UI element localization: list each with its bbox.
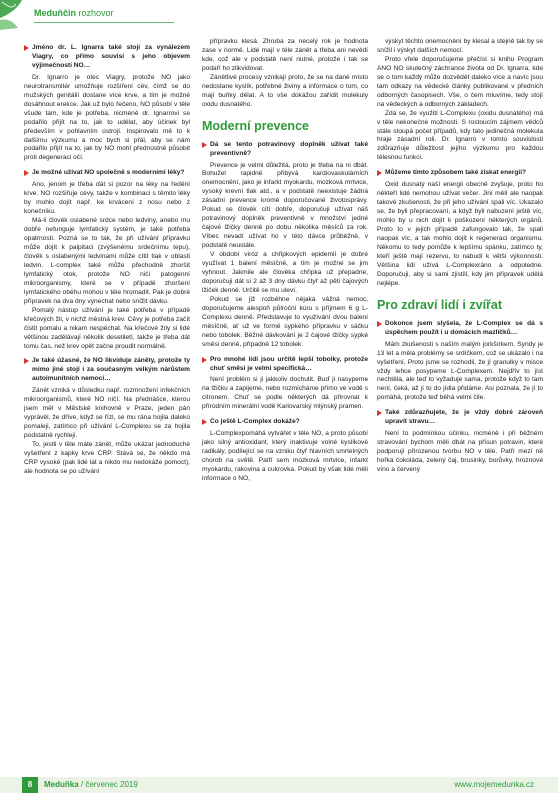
- paragraph: To, jestli v těle máte zánět, může ukázat jednoduché vyšetření z kapky krve CRP. Stává se, že někdo má CRP vysoké (pak lidé lat a nikdo mu nedokáže pomoct), ale hodnota se po užívání: [24, 441, 190, 475]
- paragraph: Oxid dusnatý naší energii obecně zvyšuje, proto ho někteří lidé nemohou užívat večer. Jiní mělí ale naopak takové zkušenosti, že při jeho užívání spali víc. Ukazalo se, že byli přepracovaní, a když byli nabuzení ještě víc, mohlo by u nich dojít k poškození některých orgánů. Proto to v jejich případě zafungovalo tak, že spali naopak víc, a tak mohlo dojít k regeneraci organismu. Někomu to tedy pomůže k lepšímu spánku, zatímco ty, kteří ještě mají rezervu, to nabudí k větší výkonnosti. Většina lidí užívá L-Complexráno a odpoledne. Doporučuji, aby si sami zjistili, kdy jim přípravek udělá nejlépe.: [377, 181, 543, 287]
- arrow-icon: [24, 170, 29, 176]
- section-title-rest: rozhovor: [78, 8, 114, 18]
- paragraph: Ano, jenom je třeba dát si pozor na léky na ředění krve. NO rozšiřuje cévy, takže v kombinaci s těmito léky by mohlo dojít např. ke krvácení z nosu nebo z konečníku.: [24, 181, 190, 216]
- question-text: Je také úžasné, že NO likviduje záněty, protože ty mimo jiné stojí i za současným velkým nárůstem autoimunitních nemocí…: [32, 357, 190, 383]
- footer-brand: [44, 780, 138, 789]
- article-column-1: [24, 38, 190, 766]
- question-heading: [24, 44, 190, 71]
- leaf-decoration-icon: [0, 0, 32, 30]
- paragraph: Prevence je velmi důležitá, proto je třeba na ni dbát. Bohužel rapidně přibývá kardiovaskulárních onemocnění, jako je infarkt myokardu, mozková mrtvice, vysoký krevní tlak atd., a v podstatě neexistuje žádná zásadní prevence kromě doporučované životosprávy. Pokud se člověk cítí dobře, doporučuji užívat náš potravinový doplněk preventivně v množství jedné čajové lžičky denně po dobu několika měsíců za rok. Víbec nevadí užívat ho v této dávce průběžně, v podstatě neustále.: [202, 161, 368, 250]
- page-number: 8: [22, 777, 38, 793]
- question-text: Také zdůrazňujete, že je vždy dobré zároveň upravit stravu…: [385, 409, 543, 426]
- paragraph: Proto vřele doporučujeme přečíst si knihu Program ANO NO skutečný záchrance života od Dr. Ignarra, kde se o tom každý může dozvědět daleko více a navíc jsou tam odkazy na vědecké články publikované v předních odborných časopisech. Vše, o čem mluvíme, tedy stojí na vědeckých a odborných základech.: [377, 55, 543, 108]
- arrow-icon: [202, 357, 207, 363]
- subheading: Pro zdraví lidí i zvířat: [377, 297, 503, 312]
- question-text: Dokonce jsem slyšela, že L-Complex se dá s úspěchem použít i u domácích mazlíčků…: [385, 319, 543, 336]
- paragraph: Není problém si ji jakkoliv dochutit. Buď ji nasypeme na lžičku a zapijeme, nebo rozmícháme přímo ve vodě s citronem. Chuť se podle některých dá přirovnat k přírodním minerální vodě Karlovarský mlýnský pramen.: [202, 376, 368, 411]
- paragraph: výskyt těchto onemocnění by klesal a stejně tak by se snížil i výskyt dalších nemocí.: [377, 38, 543, 54]
- arrow-icon: [24, 45, 29, 51]
- question-text: Dá se tento potravinový doplněk užívat také preventivně?: [210, 140, 368, 157]
- question-heading: [202, 356, 368, 374]
- question-heading: [377, 320, 543, 338]
- paragraph: Zánět vzniká v důsledku např. rozmnožení infekčních mikroorganismů, které NO ničí. Na přednášce, kterou jsem měl v Městské knihovně v Praze, jeden pán vyprávěl, že dříve, když se řízl, se mu rána hojila daleko pomaleji, zatímco při užívání L-Complexu se za hojila podstatně rychleji.: [24, 387, 190, 440]
- page-header: [0, 0, 558, 30]
- section-title-bold: Meduňčin: [34, 8, 76, 18]
- issue-date: / červenec 2019: [78, 780, 138, 789]
- paragraph: Pokud se již rozběhne nějaká vážná nemoc, doporučujeme alespoň půlroční kúru s příjmem 6 g L-Complexu denně. Představuje to využívání dvou balení měsíčně, ať už ve formě sypkého přípravku v sáčku nebo tobolek. Běžné dávkování je 2 čajové lžičky sypké směsi denně, případně 12 tobolek.: [202, 295, 368, 348]
- article-column-3: [377, 38, 543, 766]
- paragraph: Dr. Ignarro je otec Viagry, protože NO jako neurotransmitér umožňuje rozšíření cév, čímž se do mužských genitálií dostane více krve, a tím je možné dosáhnout erekce. Jak už bylo řečeno, NO působí v těle všude tam, kde je potřeba, nicméně dr. Ignarrovi se podařilo přijít na to, jak to udělat, aby účinek byl především v pohlavním ústrojí. Inspirovalo mě to k dalšímu výzkumu a moc bych si přál, aby se nám podařilo přijít na to, jak by NO mohl přednostně působit proti degeneraci očí.: [24, 73, 190, 162]
- paragraph: Pomalý nástup užívání je také potřeba v případě křečových žil, v nichž městná krev. Cévy je potřeba začít čistit pomalu a nikam nespěchat. Na křečové žíly si lidé většinou zadělávají několik desetiletí, takže je třeba dát tomu čas, než krev opět začne proudit normálně.: [24, 306, 190, 350]
- paragraph: L-Complexpomáhá vytvářet v těle NO, a proto působí jako silný antioxidant, který inaktivuje volné kyslíkové radikály, podílející se na vzniku čtyř hlavních smrtelných chorob na světě. Patří sem mozková mrtvice, infarkt myokardu, rakovina a cukrovka. Pokud by však lidé měli informace o NO,: [202, 430, 368, 482]
- section-title: [34, 8, 114, 18]
- question-heading: [202, 418, 368, 427]
- question-text: Jméno dr. L. Ignarra také stojí za vynálezem Viagry, co přímo souvisí s jeho objevem výjimečnosti NO…: [32, 44, 190, 69]
- arrow-icon: [377, 170, 382, 176]
- question-text: Je možné užívat NO společně s moderními léky?: [32, 169, 185, 177]
- article-column-2: [202, 38, 368, 766]
- header-divider: [34, 22, 174, 23]
- brand-name: Meduňka: [44, 780, 79, 789]
- paragraph: přípravku klesá. Zhruba za necelý rok je hodnota zase v normě. Lidé mají v těle zánět a třeba ani nevědí kde, což ale v podstatě není nutné, protože i tak se podaří ho zlikvidovat.: [202, 38, 368, 72]
- question-heading: [24, 357, 190, 384]
- paragraph: Mám zkušenosti s naším malým jorkšírkem. Syndy je 13 let a měla problémy se srdíčkem, což se ukázalo i na vyšetření. Proto jsme se rozhodli, že jí granulky v misce vždy lehce posypeme L-Complexem. Nejdřív to jíst nechtěla, ale teď to vyžaduje sama, protože když to tam není, čeká, až jí to do jídla přidáme. Asi poznala, že jí to pomáhá, protože teď běhá velmi čile.: [377, 340, 543, 402]
- arrow-icon: [377, 321, 382, 327]
- question-heading: [377, 409, 543, 427]
- page-footer: [0, 770, 558, 800]
- question-heading: [24, 169, 190, 178]
- arrow-icon: [202, 419, 207, 425]
- paragraph: Není to podmínkou účinku, nicméně i při běžném stravování bychom měli dbát na přísun potravin, které podporují přirozenou tvorbu NO v těle. Patří mezi ně hořká čokoláda, zelený čaj, brusinky, borůvky, hroznové víno a červený: [377, 430, 543, 474]
- paragraph: Zdá se, že využití L-Complexu (oxidu dusnatého) má v těle nekonečné možnosti. S rostoucím zájmem vědců stále stoupá počet případů, kdy tato jedinečná molekula hraje zásadní roli. Dr. Ignarro v tomto souvislosti zdůrazňuje důležitost jejího výzkumu pro každou tělesnou funkci.: [377, 109, 543, 162]
- subheading: Moderní prevence: [202, 118, 309, 133]
- question-heading: [202, 141, 368, 159]
- paragraph: V období viróz a chřipkových epidemií je dobré využívat 1 balení měsíčně, a tím je možné se jim vyhnout. Jakmile ale člověka chřipka už přepadne, doporučuji dát si 2 až 3 dny dávku čtyř až pěti čajových lžiček denně. Určitě se mu uleví.: [202, 251, 368, 294]
- footer-url: www.mojemedunka.cz: [454, 780, 534, 789]
- question-heading: [377, 169, 543, 178]
- paragraph: Zánětlivé procesy vznikají proto, že se na dané místo nedostane kyslík, potřebné živiny a informace o tom, co mají buňky dělat. A to vše dokážou zařídit molekuly oxidu dusnatého.: [202, 73, 368, 108]
- paragraph: Má-li člověk oslabené srdce nebo ledviny, anebo mu dobře nefunguje lymfatický systém, je také potřeba opatrnosti. Pozná se to tak, že při užívání přípravku může dojít k palpitaci (zvýšenému srdečnímu tepu), člověk s oslabenými ledvinami může cítit tlak v oblasti ledvin. L-complex také může přechodně zhoršit lymfatický otok, protože NO ničí patogenní mikroorganismy, které se v případě zhoršení lymfatického oběhu mohou v těle hromadit. Pak je dobré přípravek na dva dny vynechat nebo snížit dávku.: [24, 217, 190, 305]
- arrow-icon: [24, 358, 29, 364]
- question-text: Co ještě L-Complex dokáže?: [210, 418, 300, 426]
- question-text: Pro mnohé lidi jsou určitě lepší tobolky, protože chuť směsi je velmi specifická…: [210, 355, 368, 372]
- arrow-icon: [377, 410, 382, 416]
- question-text: Můžeme tímto způsobem také získat energii?: [385, 169, 527, 177]
- arrow-icon: [202, 142, 207, 148]
